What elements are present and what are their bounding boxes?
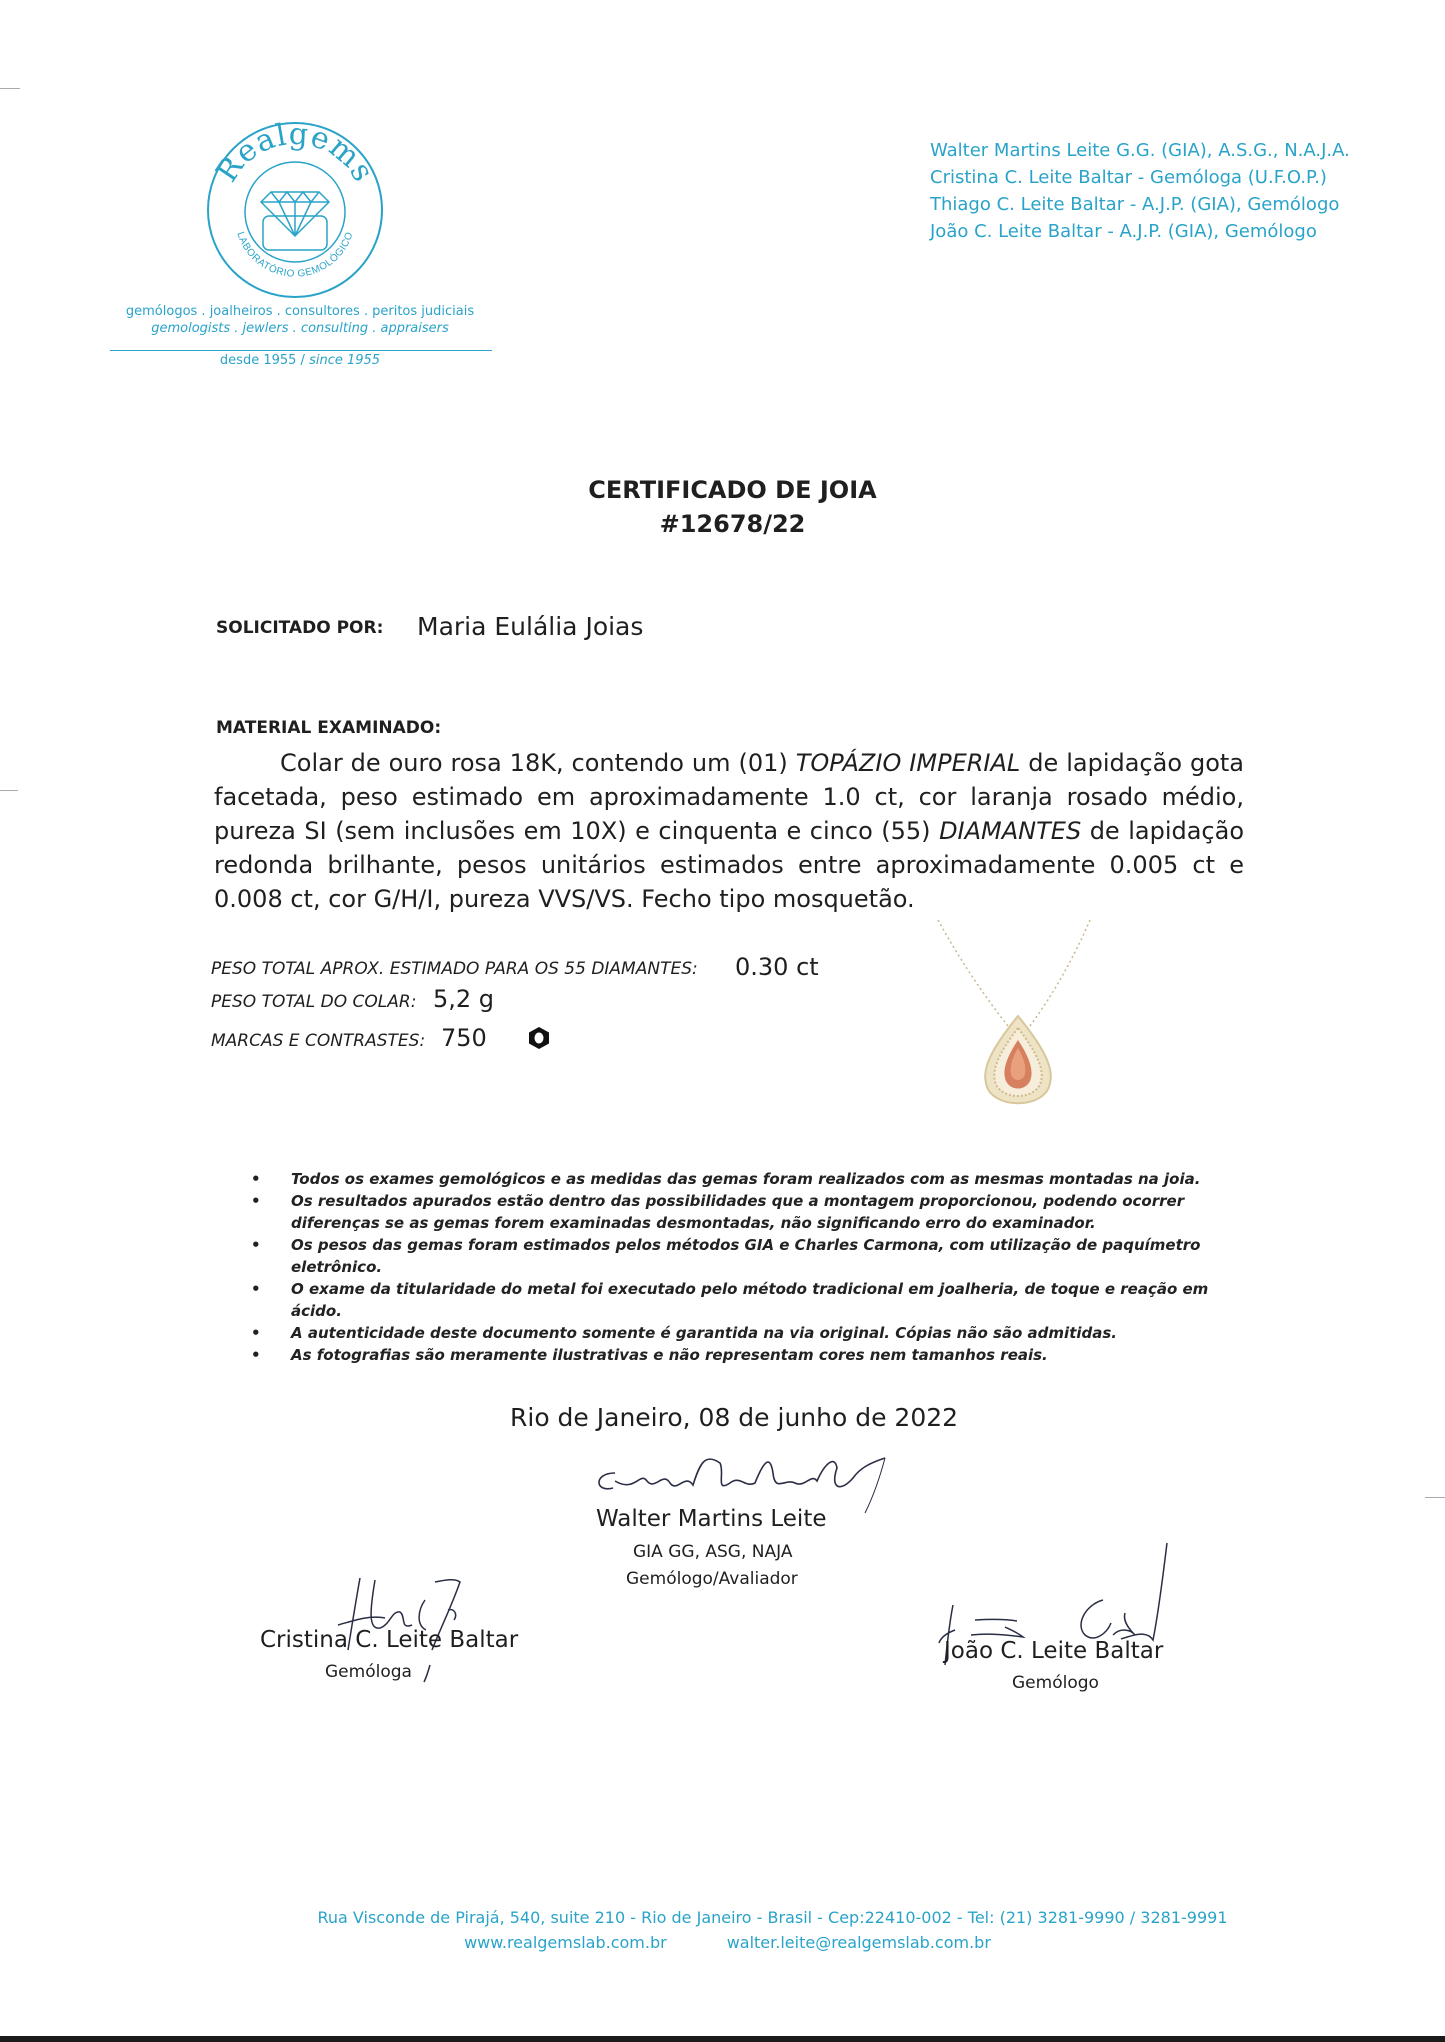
hallmark-icon: [527, 1026, 551, 1050]
since-pt: desde 1955: [219, 353, 297, 368]
logo-divider: [110, 350, 492, 351]
diamonds-weight-label: PESO TOTAL APROX. ESTIMADO PARA OS 55 DIAMANTES:: [211, 959, 698, 979]
diamonds-weight-value: 0.30 ct: [735, 953, 819, 981]
gem-name-topaz: TOPÁZIO IMPERIAL: [795, 749, 1021, 777]
scan-mark: [1425, 1497, 1445, 1498]
tagline-pt: gemólogos . joalheiros . consultores . peritos judiciais: [125, 304, 475, 319]
material-text: de lapidação redonda brilhante, pesos unitários estimados entre aproximadamente 0.005 ct e 0.008 ct, cor G/H/I, pureza VVS/VS. Fecho tipo mosquetão.: [214, 817, 1245, 913]
staff-line: Cristina C. Leite Baltar - Gemóloga (U.F.O.P.): [930, 167, 1327, 188]
footer: [0, 1905, 1445, 1955]
note-item: • Todos os exames gemológicos e as medidas das gemas foram realizados com as mesmas montadas na joia.: [248, 1168, 1240, 1190]
staff-line: Thiago C. Leite Baltar - A.J.P. (GIA), Gemólogo: [930, 194, 1340, 215]
issue-date: Rio de Janeiro, 08 de junho de 2022: [510, 1403, 959, 1432]
signer-left-role: Gemóloga: [325, 1662, 412, 1682]
necklace-weight-value: 5,2 g: [433, 985, 495, 1013]
footer-contacts: [0, 1930, 1445, 1955]
svg-text:LABORATÓRIO GEMOLÓGICO: LABORATÓRIO GEMOLÓGICO: [234, 230, 356, 280]
signer-right-role: Gemólogo: [1012, 1673, 1099, 1693]
signer-left-name: Cristina C. Leite Baltar: [260, 1627, 519, 1653]
note-item: • As fotografias são meramente ilustrativas e não representam cores nem tamanhos reais.: [248, 1344, 1240, 1366]
logo-taglines: [110, 303, 490, 337]
footer-website[interactable]: www.realgemslab.com.br: [464, 1933, 667, 1952]
signer-main-credentials: GIA GG, ASG, NAJA: [633, 1542, 793, 1562]
necklace-weight-label: PESO TOTAL DO COLAR:: [211, 992, 417, 1012]
note-item: • Os resultados apurados estão dentro das possibilidades que a montagem proporcionou, podendo ocorrer diferenças se as gemas forem examinadas desmontadas, não significando erro do examinador.: [248, 1190, 1240, 1234]
gem-name-diamonds: DIAMANTES: [939, 817, 1082, 845]
certificate-number: #12678/22: [659, 510, 806, 538]
svg-text:Realgems: Realgems: [209, 120, 381, 189]
note-item: • A autenticidade deste documento somente é garantida na via original. Cópias não são admitidas.: [248, 1322, 1240, 1344]
realgems-logo: [205, 120, 385, 300]
requested-by-label: SOLICITADO POR:: [216, 618, 384, 638]
title-line: CERTIFICADO DE JOIA: [588, 476, 877, 504]
signer-main-name: Walter Martins Leite: [596, 1506, 827, 1532]
certificate-title: [0, 473, 1445, 541]
pendant-photo: [930, 918, 1100, 1118]
since-line: desde 1955 / since 1955: [219, 353, 381, 368]
material-label: MATERIAL EXAMINADO:: [216, 718, 442, 738]
requested-by-value: Maria Eulália Joias: [417, 612, 644, 641]
material-description: [214, 746, 1244, 916]
hallmarks-value: 750: [441, 1024, 487, 1052]
material-text: de lapidação gota facetada, peso estimado em aproximadamente 1.0 ct, cor laranja rosado médio, pureza SI (sem inclusões em 10X) e cinquenta e cinco (55): [214, 749, 1245, 845]
scan-edge: [0, 2036, 1445, 2042]
signer-right-name: João C. Leite Baltar: [944, 1638, 1164, 1664]
hallmarks-label: MARCAS E CONTRASTES:: [211, 1031, 426, 1051]
staff-list: [930, 137, 1350, 245]
notes-list: [248, 1168, 1240, 1366]
footer-email[interactable]: walter.leite@realgemslab.com.br: [726, 1933, 991, 1952]
footer-address: Rua Visconde de Pirajá, 540, suite 210 - Rio de Janeiro - Brasil - Cep:22410-002 - Tel: (21) 3281-9990 / 3281-9991: [317, 1908, 1228, 1927]
tagline-en: gemologists . jewlers . consulting . appraisers: [151, 321, 449, 336]
scan-mark: [0, 790, 18, 791]
note-item: • O exame da titularidade do metal foi executado pelo método tradicional em joalheria, de toque e reação em ácido.: [248, 1278, 1240, 1322]
scan-mark: [0, 88, 20, 89]
note-item: • Os pesos das gemas foram estimados pelos métodos GIA e Charles Carmona, com utilização de paquímetro eletrônico.: [248, 1234, 1240, 1278]
material-text: Colar de ouro rosa 18K, contendo um (01): [280, 749, 796, 777]
since-en: since 1955: [309, 353, 381, 368]
staff-line: João C. Leite Baltar - A.J.P. (GIA), Gemólogo: [930, 221, 1317, 242]
signer-main-role: Gemólogo/Avaliador: [626, 1569, 798, 1589]
staff-line: Walter Martins Leite G.G. (GIA), A.S.G., N.A.J.A.: [930, 140, 1350, 161]
